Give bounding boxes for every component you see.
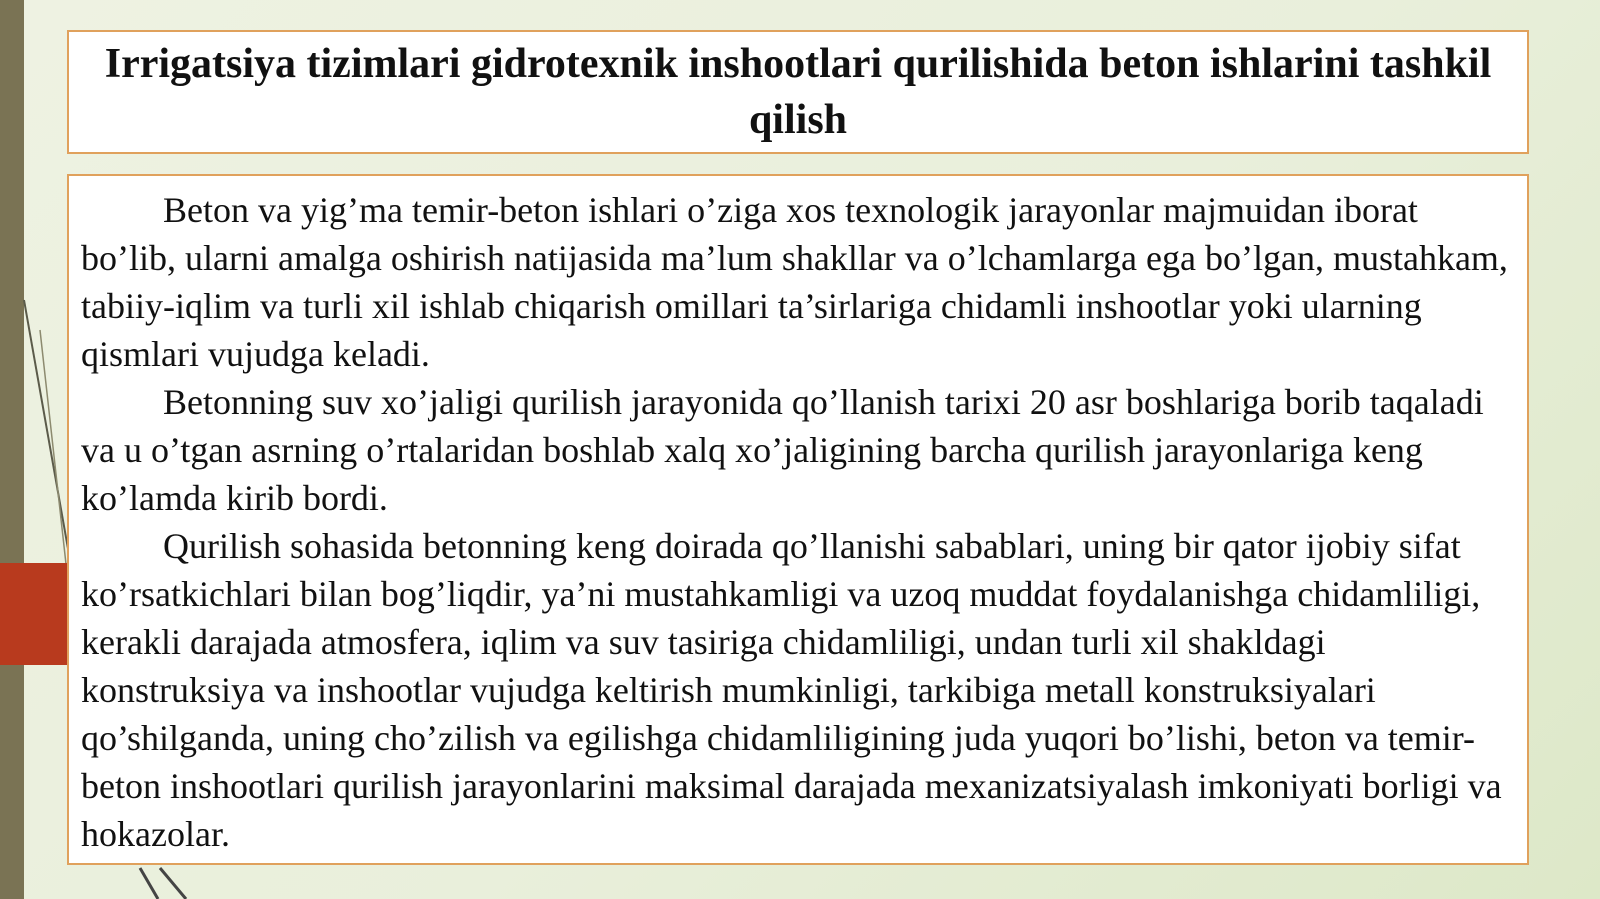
left-decor-bar: [0, 0, 24, 899]
accent-block: [0, 563, 68, 665]
title-box: [67, 30, 1529, 154]
slide-title: Irrigatsiya tizimlari gidrotexnik inshootlari qurilishida beton ishlarini tashkil qilish: [104, 41, 1492, 143]
paragraph-2: Betonning suv xo’jaligi qurilish jarayonida qo’llanish tarixi 20 asr boshlariga borib taqaladi va u o’tgan asrning o’rtalaridan boshlab xalq xo’jaligining barcha qurilish jarayonlariga keng ko’lamda kirib bordi.: [81, 382, 1484, 518]
paragraph-1: Beton va yig’ma temir-beton ishlari o’ziga xos texnologik jarayonlar majmuidan iborat bo’lib, ularni amalga oshirish natijasida ma’lum shakllar va o’lchamlarga ega bo’lgan, mustahkam, tabiiy-iqlim va turli xil ishlab chiqarish omillari ta’sirlariga chidamli inshootlar yoki ularning qismlari vujudga keladi.: [81, 190, 1508, 374]
content-box: [67, 174, 1529, 865]
paragraph-3: Qurilish sohasida betonning keng doirada qo’llanishi sabablari, uning bir qator ijobiy sifat ko’rsatkichlari bilan bog’liqdir, ya’ni mustahkamligi va uzoq muddat foydalanishga chidamliligi, kerakli darajada atmosfera, iqlim va suv tasiriga chidamliligi, undan turli xil shakldagi konstruksiya va inshootlar vujudga keltirish mumkinligi, tarkibiga metall konstruksiyalari qo’shilganda, uning cho’zilish va egilishga chidamliligining juda yuqori bo’lishi, beton va temir-beton inshootlari qurilish jarayonlarini maksimal darajada mexanizatsiyalash imkoniyati borligi va hokazolar.: [81, 526, 1502, 854]
